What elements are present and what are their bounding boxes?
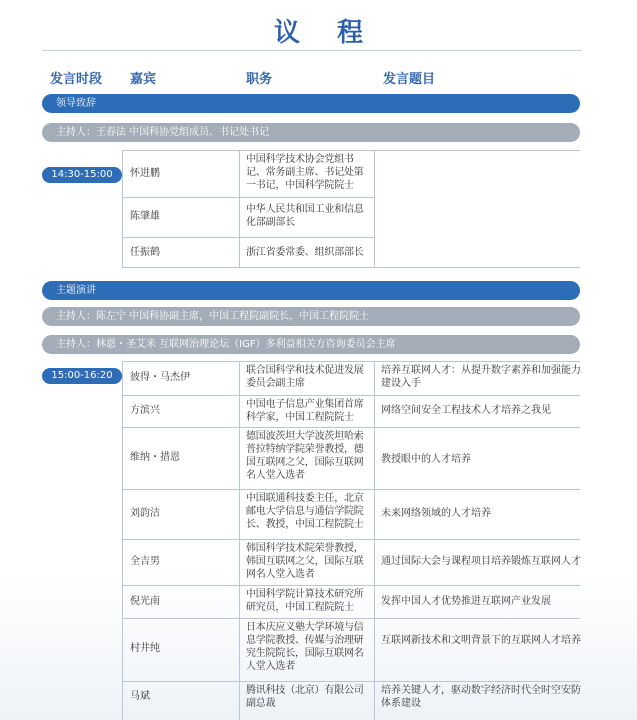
grid-line bbox=[239, 150, 240, 268]
speech-topic: 互联网新技术和文明背景下的互联网人才培养 bbox=[381, 635, 581, 646]
grid-line bbox=[374, 150, 375, 268]
speaker-name: 维纳・措恩 bbox=[130, 452, 180, 463]
speaker-position: 中国联通科技委主任，北京邮电大学信息与通信学院院长、教授，中国工程院院士 bbox=[246, 493, 364, 530]
grid-line bbox=[122, 489, 580, 490]
grid-line bbox=[122, 618, 580, 619]
time-pill-keynote: 15:00-16:20 bbox=[42, 368, 122, 384]
grid-line bbox=[122, 395, 580, 396]
speech-topic: 通过国际大会与课程项目培养锻炼互联网人才 bbox=[381, 556, 581, 567]
grid-line bbox=[122, 150, 580, 151]
grid-line bbox=[122, 150, 123, 268]
section-bar-opening: 领导致辞 bbox=[42, 94, 580, 113]
speaker-name: 倪光南 bbox=[130, 596, 160, 607]
column-header-position: 职务 bbox=[246, 72, 273, 87]
speech-topic: 培养关键人才，驱动数字经济时代全时空安防体系建设 bbox=[381, 685, 581, 709]
speaker-name: 全吉男 bbox=[130, 556, 160, 567]
speech-topic: 网络空间安全工程技术人才培养之我见 bbox=[381, 405, 551, 416]
grid-line bbox=[374, 361, 375, 720]
grid-line bbox=[122, 361, 580, 362]
speaker-position: 中华人民共和国工业和信息化部副部长 bbox=[246, 204, 364, 228]
speech-topic: 发挥中国人才优势推进互联网产业发展 bbox=[381, 596, 551, 607]
speaker-name: 彼得・马杰伊 bbox=[130, 372, 190, 383]
speaker-name: 马斌 bbox=[130, 691, 150, 702]
column-header-guest: 嘉宾 bbox=[130, 72, 157, 87]
speaker-position: 腾讯科技（北京）有限公司副总裁 bbox=[246, 685, 364, 709]
page-title: 议 程 bbox=[273, 18, 378, 48]
speaker-name: 陈肇雄 bbox=[130, 211, 160, 222]
speaker-position: 日本庆应义塾大学环境与信息学院教授、传媒与治理研究生院院长，国际互联网名人堂入选者 bbox=[246, 622, 364, 672]
section-bar-keynote: 主题演讲 bbox=[42, 281, 580, 300]
speaker-position: 德国波茨坦大学波茨坦哈索普拉特纳学院荣誉教授，德国互联网之父，国际互联网名人堂入选者 bbox=[246, 431, 364, 481]
host-bar-keynote-2: 主持人：林恩・圣艾米 互联网治理论坛（IGF）多利益相关方咨询委员会主席 bbox=[42, 335, 580, 354]
speaker-name: 任振鹤 bbox=[130, 247, 160, 258]
grid-line bbox=[122, 681, 580, 682]
speaker-name: 刘韵洁 bbox=[130, 508, 160, 519]
speech-topic: 培养互联网人才：从提升数字素养和加强能力建设入手 bbox=[381, 365, 581, 389]
grid-line bbox=[122, 539, 580, 540]
speaker-name: 怀进鹏 bbox=[130, 168, 160, 179]
host-bar-opening: 主持人：王春法 中国科协党组成员、书记处书记 bbox=[42, 123, 580, 142]
grid-line bbox=[122, 237, 375, 238]
speaker-position: 中国电子信息产业集团首席科学家，中国工程院院士 bbox=[246, 399, 364, 423]
speech-topic: 未来网络领域的人才培养 bbox=[381, 508, 491, 519]
grid-line bbox=[122, 427, 580, 428]
column-header-topic: 发言题目 bbox=[383, 72, 436, 87]
grid-line bbox=[122, 267, 580, 268]
column-header-time: 发言时段 bbox=[50, 72, 103, 87]
speaker-position: 中国科学院计算技术研究所研究员，中国工程院院士 bbox=[246, 589, 364, 613]
grid-line bbox=[122, 585, 580, 586]
speech-topic: 教授眼中的人才培养 bbox=[381, 454, 471, 465]
speaker-name: 村井纯 bbox=[130, 643, 160, 654]
host-bar-keynote-1: 主持人：陈左宁 中国科协副主席，中国工程院副院长，中国工程院院士 bbox=[42, 307, 580, 326]
grid-line bbox=[122, 197, 375, 198]
speaker-position: 韩国科学技术院荣誉教授，韩国互联网之父，国际互联网名人堂入选者 bbox=[246, 543, 364, 580]
time-pill-opening: 14:30-15:00 bbox=[42, 167, 122, 183]
speaker-position: 浙江省委常委、组织部部长 bbox=[246, 247, 364, 258]
grid-line bbox=[239, 361, 240, 720]
grid-line bbox=[122, 361, 123, 720]
speaker-position: 联合国科学和技术促进发展委员会副主席 bbox=[246, 365, 364, 389]
title-divider bbox=[42, 50, 582, 51]
speaker-name: 方滨兴 bbox=[130, 405, 160, 416]
speaker-position: 中国科学技术协会党组书记、常务副主席、书记处第一书记，中国科学院院士 bbox=[246, 154, 364, 191]
